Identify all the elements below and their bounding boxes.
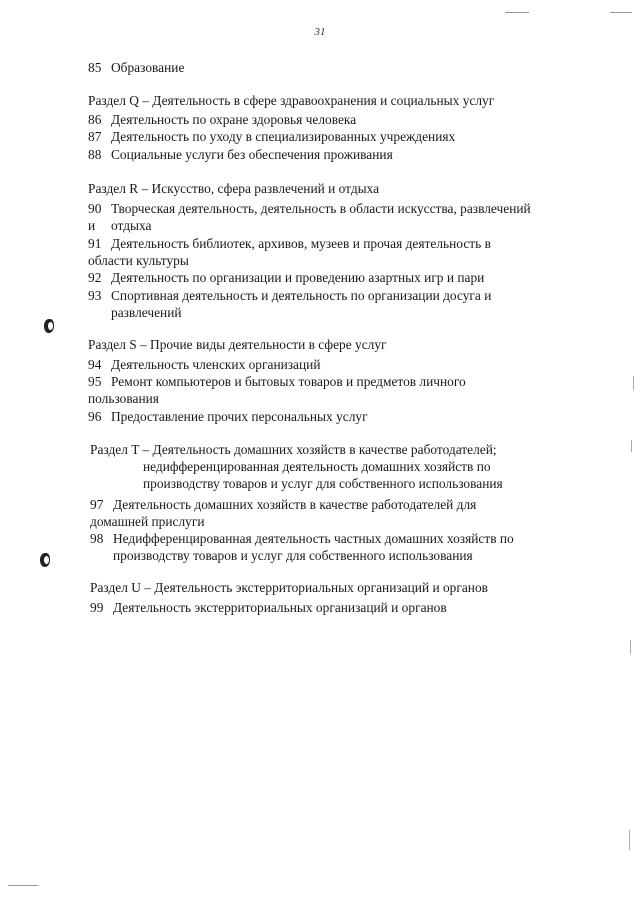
item-code: 87 <box>88 129 102 144</box>
section-heading: Раздел U – Деятельность экстерриториальных организаций и органов <box>90 580 488 595</box>
item-code: 85 <box>88 60 102 75</box>
item-code: 96 <box>88 409 102 424</box>
item-text: Ремонт компьютеров и бытовых товаров и предметов личного <box>111 374 466 389</box>
section-heading: Раздел T – Деятельность домашних хозяйств в качестве работодателей; <box>90 442 497 457</box>
item-text: Деятельность по уходу в специализированных учреждениях <box>111 129 456 144</box>
list-item <box>90 600 447 616</box>
list-item-continuation: развлечений <box>111 305 182 320</box>
item-text: Предоставление прочих персональных услуг <box>111 409 368 424</box>
list-item <box>88 201 531 217</box>
scan-edge-mark <box>630 640 631 654</box>
list-item <box>88 60 184 76</box>
list-item <box>88 288 491 304</box>
list-item-continuation: производству товаров и услуг для собственного использования <box>113 548 473 563</box>
item-code: 86 <box>88 112 102 127</box>
list-item <box>90 531 514 547</box>
item-text: Творческая деятельность, деятельность в области искусства, развлечений <box>111 201 531 216</box>
scan-edge-mark <box>633 376 634 390</box>
list-item <box>88 374 466 390</box>
list-item-continuation: области культуры <box>88 253 189 268</box>
item-code: 94 <box>88 357 102 372</box>
item-code: 91 <box>88 236 102 251</box>
item-code: 92 <box>88 270 102 285</box>
list-item <box>88 409 368 425</box>
item-text: Деятельность по организации и проведению азартных игр и пари <box>111 270 485 285</box>
section-heading: Раздел S – Прочие виды деятельности в сфере услуг <box>88 337 387 352</box>
list-item <box>88 270 484 286</box>
item-text: Деятельность членских организаций <box>111 357 321 372</box>
scan-edge-mark <box>629 830 630 850</box>
item-code: 97 <box>90 497 104 512</box>
list-item <box>88 129 455 145</box>
page-number: 31 <box>314 26 326 38</box>
scan-edge-mark <box>631 440 632 452</box>
item-code: 90 <box>88 201 102 216</box>
list-item <box>88 357 321 373</box>
item-code: 88 <box>88 147 102 162</box>
list-item-continuation: домашней прислуги <box>90 514 205 529</box>
item-text: Образование <box>111 60 185 75</box>
section-heading-continuation: производству товаров и услуг для собственного использования <box>143 476 503 491</box>
list-item-continuation <box>88 218 151 234</box>
item-code: 93 <box>88 288 102 303</box>
item-text: Спортивная деятельность и деятельность по организации досуга и <box>111 288 492 303</box>
item-code: 95 <box>88 374 102 389</box>
item-text: Деятельность домашних хозяйств в качестве работодателей для <box>113 497 477 512</box>
section-heading: Раздел Q – Деятельность в сфере здравоохранения и социальных услуг <box>88 93 495 108</box>
item-code: 98 <box>90 531 104 546</box>
item-code: и <box>88 218 96 233</box>
punch-hole-mark <box>44 319 54 333</box>
item-code: 99 <box>90 600 104 615</box>
punch-hole-mark <box>40 553 50 567</box>
list-item <box>88 236 491 252</box>
list-item-continuation: пользования <box>88 391 159 406</box>
section-heading: Раздел R – Искусство, сфера развлечений и отдыха <box>88 181 380 196</box>
list-item <box>88 147 393 163</box>
item-text: Деятельность экстерриториальных организаций и органов <box>113 600 447 615</box>
item-text: Социальные услуги без обеспечения проживания <box>111 147 393 162</box>
item-text: Деятельность библиотек, архивов, музеев и прочая деятельность в <box>111 236 491 251</box>
scan-edge-mark <box>610 12 632 13</box>
list-item <box>88 112 356 128</box>
scan-edge-mark <box>505 12 529 13</box>
list-item <box>90 497 476 513</box>
scan-edge-mark <box>8 885 38 886</box>
section-heading-continuation: недифференцированная деятельность домашних хозяйств по <box>143 459 491 474</box>
item-text: отдыха <box>111 218 152 233</box>
item-text: Деятельность по охране здоровья человека <box>111 112 357 127</box>
item-text: Недифференцированная деятельность частных домашних хозяйств по <box>113 531 514 546</box>
